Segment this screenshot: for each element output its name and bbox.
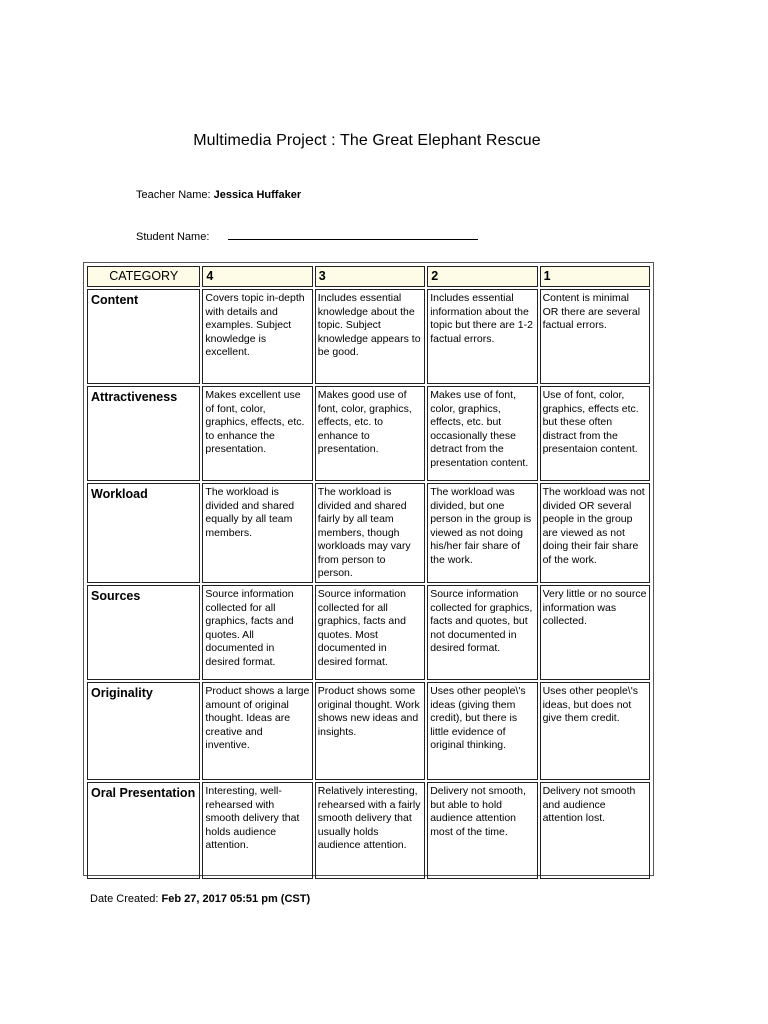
criteria-cell: Source information collected for graphics, facts and quotes, but not documented in desired format. (427, 585, 537, 680)
date-created-value: Feb 27, 2017 05:51 pm (CST) (161, 893, 311, 905)
category-cell: Workload (87, 483, 200, 583)
criteria-cell: Source information collected for all graphics, facts and quotes. Most documented in desired format. (315, 585, 425, 680)
criteria-cell: The workload is divided and shared fairly by all team members, though workloads may vary from person to person. (315, 483, 425, 583)
criteria-cell: Makes good use of font, color, graphics, effects, etc. to enhance to presentation. (315, 386, 425, 481)
criteria-cell: The workload was not divided OR several people in the group are viewed as not doing their fair share of the work. (540, 483, 650, 583)
criteria-cell: Uses other people\'s ideas (giving them credit), but there is little evidence of original thinking. (427, 682, 537, 780)
category-cell: Sources (87, 585, 200, 680)
teacher-name-label: Teacher Name: (136, 189, 211, 201)
criteria-cell: Interesting, well-rehearsed with smooth delivery that holds audience attention. (202, 782, 312, 879)
criteria-cell: Content is minimal OR there are several factual errors. (540, 289, 650, 384)
rubric-row-sources (87, 585, 650, 680)
criteria-cell: Delivery not smooth and audience attention lost. (540, 782, 650, 879)
rubric-row-oral-presentation (87, 782, 650, 879)
criteria-cell: Product shows a large amount of original thought. Ideas are creative and inventive. (202, 682, 312, 780)
category-cell: Originality (87, 682, 200, 780)
category-cell: Attractiveness (87, 386, 200, 481)
criteria-cell: Includes essential knowledge about the topic. Subject knowledge appears to be good. (315, 289, 425, 384)
rubric-header-row (87, 266, 650, 287)
teacher-name-line (136, 189, 301, 201)
student-name-label: Student Name: (136, 231, 210, 243)
teacher-name-value: Jessica Huffaker (213, 189, 302, 201)
criteria-cell: The workload was divided, but one person in the group is viewed as not doing his/her fair share of the work. (427, 483, 537, 583)
header-score-1: 1 (540, 266, 650, 287)
rubric-frame (83, 262, 654, 876)
rubric-row-workload (87, 483, 650, 583)
header-score-2: 2 (427, 266, 537, 287)
criteria-cell: Relatively interesting, rehearsed with a fairly smooth delivery that usually holds audience attention. (315, 782, 425, 879)
rubric-table (85, 264, 652, 881)
category-cell: Content (87, 289, 200, 384)
criteria-cell: Covers topic in-depth with details and examples. Subject knowledge is excellent. (202, 289, 312, 384)
criteria-cell: The workload is divided and shared equally by all team members. (202, 483, 312, 583)
category-cell: Oral Presentation (87, 782, 200, 879)
page-title: Multimedia Project : The Great Elephant Rescue (193, 132, 541, 149)
criteria-cell: Source information collected for all graphics, facts and quotes. All documented in desired format. (202, 585, 312, 680)
rubric-row-content (87, 289, 650, 384)
criteria-cell: Includes essential information about the topic but there are 1-2 factual errors. (427, 289, 537, 384)
rubric-row-attractiveness (87, 386, 650, 481)
criteria-cell: Delivery not smooth, but able to hold audience attention most of the time. (427, 782, 537, 879)
date-created-line (90, 893, 310, 905)
criteria-cell: Uses other people\'s ideas, but does not give them credit. (540, 682, 650, 780)
date-created-label: Date Created: (90, 893, 159, 905)
student-name-line (136, 229, 478, 243)
criteria-cell: Makes use of font, color, graphics, effects, etc. but occasionally these detract from the presentation content. (427, 386, 537, 481)
header-category: CATEGORY (87, 266, 200, 287)
criteria-cell: Makes excellent use of font, color, graphics, effects, etc. to enhance the presentation. (202, 386, 312, 481)
header-score-4: 4 (202, 266, 312, 287)
student-name-blank (228, 229, 478, 240)
criteria-cell: Very little or no source information was collected. (540, 585, 650, 680)
criteria-cell: Product shows some original thought. Work shows new ideas and insights. (315, 682, 425, 780)
rubric-row-originality (87, 682, 650, 780)
header-score-3: 3 (315, 266, 425, 287)
criteria-cell: Use of font, color, graphics, effects etc. but these often distract from the presentaion content. (540, 386, 650, 481)
